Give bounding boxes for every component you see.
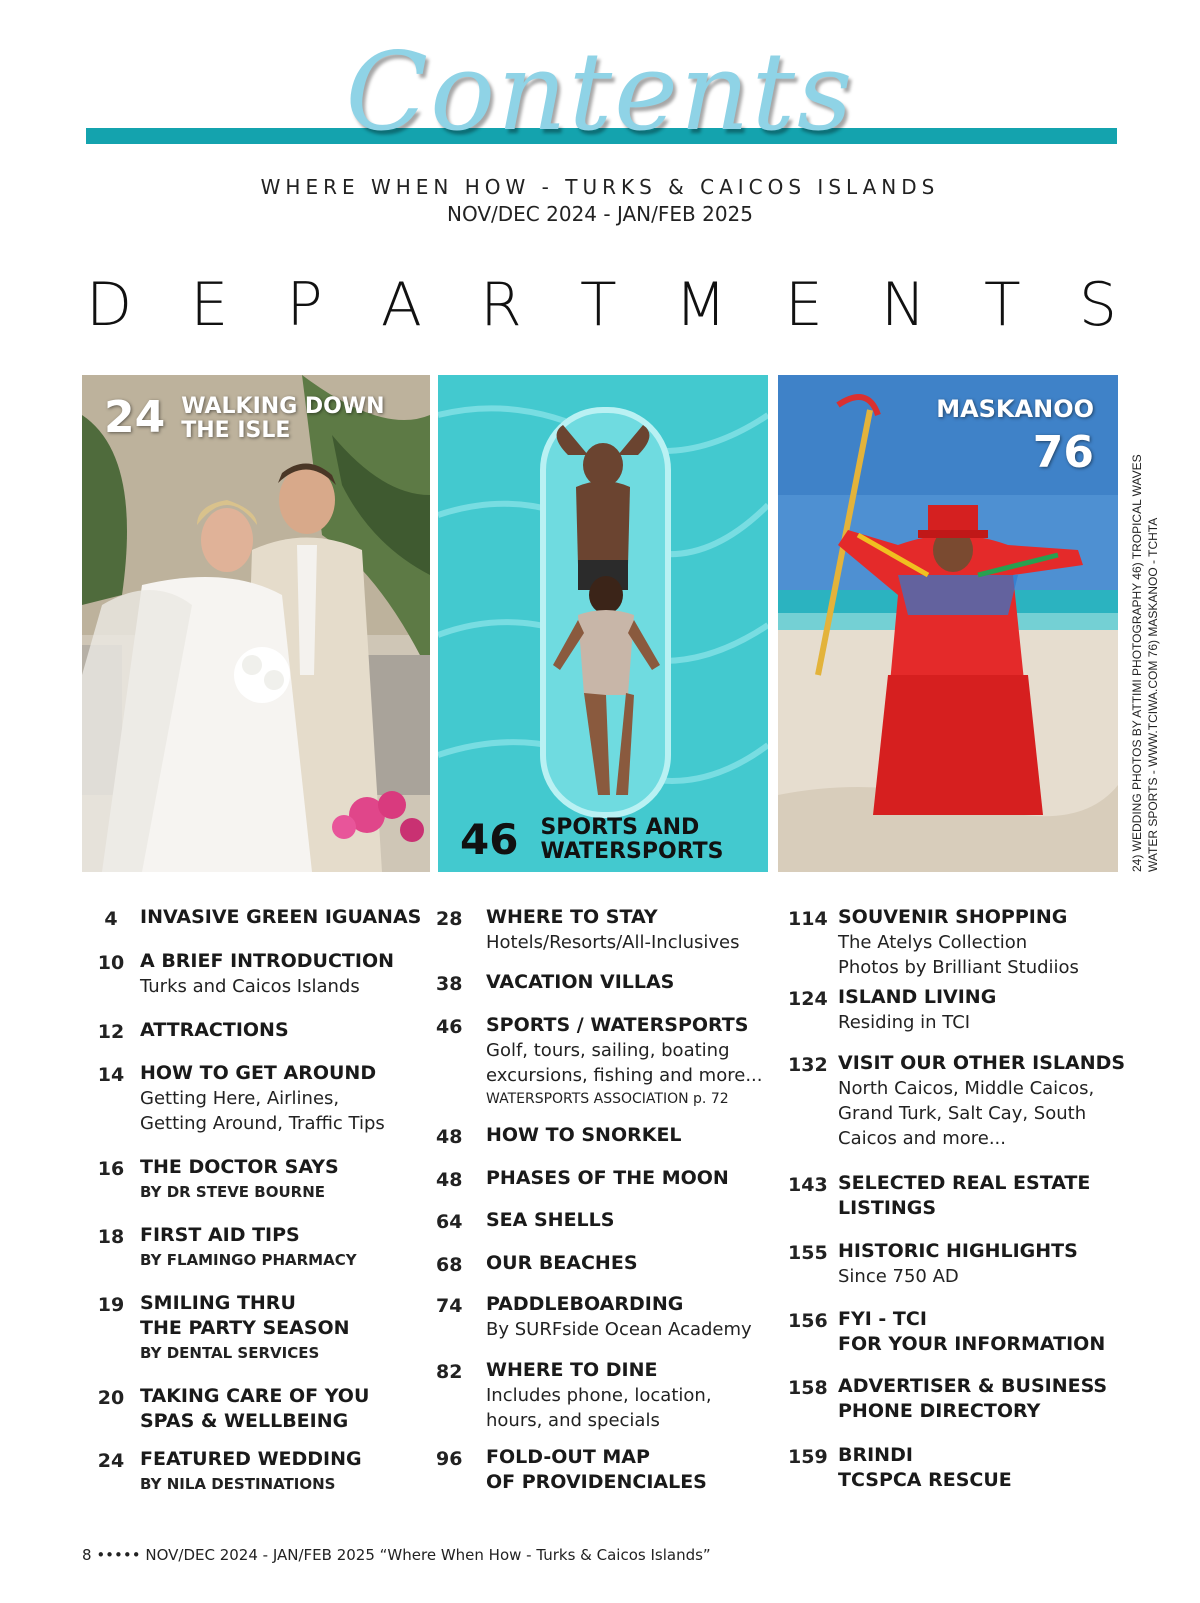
toc-title: SPAS & WELLBEING xyxy=(140,1410,349,1432)
toc-subtitle: Getting Around, Traffic Tips xyxy=(140,1113,385,1134)
page-footer xyxy=(82,1546,711,1564)
toc-title: ADVERTISER & BUSINESS xyxy=(838,1375,1108,1397)
toc-title: HOW TO SNORKEL xyxy=(486,1124,682,1146)
footer-issue: NOV/DEC 2024 - JAN/FEB 2025 xyxy=(145,1546,375,1564)
toc-title: ISLAND LIVING xyxy=(838,986,997,1008)
toc-entry[interactable] xyxy=(82,1155,339,1204)
toc-subtitle: Caicos and more... xyxy=(838,1128,1006,1149)
toc-page-number: 155 xyxy=(788,1242,828,1264)
toc-byline: BY DR STEVE BOURNE xyxy=(140,1183,325,1201)
photo-title-line: WALKING DOWN xyxy=(181,394,385,419)
section-letter: S xyxy=(1078,270,1117,340)
toc-subtitle: Includes phone, location, xyxy=(486,1385,712,1406)
toc-page-number: 74 xyxy=(436,1295,463,1317)
photo-caption xyxy=(104,392,385,443)
photo-title-line: WATERSPORTS xyxy=(540,838,724,864)
toc-title: LISTINGS xyxy=(838,1197,937,1219)
section-letter: A xyxy=(380,270,422,340)
toc-entry[interactable] xyxy=(428,1445,707,1495)
photo-title: MASKANOO xyxy=(936,395,1094,423)
section-letter: T xyxy=(580,270,617,340)
toc-entry[interactable] xyxy=(428,905,740,955)
toc-page-number: 24 xyxy=(97,1450,125,1472)
toc-title: TAKING CARE OF YOU xyxy=(140,1385,370,1407)
toc-page-number: 132 xyxy=(788,1054,828,1076)
toc-title: SOUVENIR SHOPPING xyxy=(838,906,1068,928)
toc-subtitle: Hotels/Resorts/All-Inclusives xyxy=(486,932,740,953)
toc-page-number: 48 xyxy=(436,1169,463,1191)
toc-page-number: 12 xyxy=(97,1021,125,1043)
toc-entry[interactable] xyxy=(428,1251,638,1276)
toc-note: WATERSPORTS ASSOCIATION p. 72 xyxy=(486,1091,729,1107)
toc-entry[interactable] xyxy=(780,1171,1090,1221)
toc-title: A BRIEF INTRODUCTION xyxy=(140,950,395,972)
toc-title: FOR YOUR INFORMATION xyxy=(838,1333,1106,1355)
toc-entry[interactable] xyxy=(780,1443,1012,1493)
toc-title: HISTORIC HIGHLIGHTS xyxy=(838,1240,1078,1262)
toc-byline: BY DENTAL SERVICES xyxy=(140,1344,320,1362)
toc-entry[interactable] xyxy=(82,1018,289,1043)
toc-entry[interactable] xyxy=(82,1223,357,1272)
toc-page-number: 4 xyxy=(104,908,118,930)
toc-page-number: 46 xyxy=(436,1016,463,1038)
toc-page-number: 64 xyxy=(436,1211,463,1233)
toc-subtitle: Turks and Caicos Islands xyxy=(140,976,360,997)
photo-credit-line: WATER SPORTS - WWW.TCIWA.COM 76) MASKANOO - TCHTA xyxy=(1146,517,1160,872)
toc-title: TCSPCA RESCUE xyxy=(838,1469,1012,1491)
toc-subtitle: excursions, fishing and more... xyxy=(486,1065,763,1086)
toc-entry[interactable] xyxy=(780,1051,1125,1151)
toc-entry[interactable] xyxy=(82,1384,369,1434)
section-letter: R xyxy=(480,270,522,340)
photo-page-number: 24 xyxy=(104,392,166,443)
toc-byline: BY FLAMINGO PHARMACY xyxy=(140,1251,357,1269)
toc-entry[interactable] xyxy=(82,1291,350,1365)
toc-page-number: 10 xyxy=(97,952,125,974)
photo-credits xyxy=(1130,454,1160,882)
toc-entry[interactable] xyxy=(780,985,996,1035)
wedding-image xyxy=(82,375,430,872)
toc-title: OUR BEACHES xyxy=(486,1252,638,1274)
toc-page-number: 143 xyxy=(788,1174,828,1196)
photo-title xyxy=(540,816,723,864)
toc-title: PHASES OF THE MOON xyxy=(486,1167,729,1189)
toc-title: SMILING THRU xyxy=(140,1292,296,1314)
toc-entry[interactable] xyxy=(428,970,674,995)
photo-page-number: 46 xyxy=(460,815,519,864)
section-letter: M xyxy=(674,270,727,340)
toc-page-number: 18 xyxy=(97,1226,125,1248)
toc-subtitle: Residing in TCI xyxy=(838,1012,971,1033)
toc-subtitle: hours, and specials xyxy=(486,1410,660,1431)
photo-caption xyxy=(936,395,1094,478)
toc-entry[interactable] xyxy=(780,905,1079,980)
toc-entry[interactable] xyxy=(780,1239,1078,1289)
toc-title: FIRST AID TIPS xyxy=(140,1224,300,1246)
toc-page-number: 16 xyxy=(97,1158,125,1180)
toc-page-number: 38 xyxy=(436,973,463,995)
toc-title: WHERE TO DINE xyxy=(486,1359,658,1381)
toc-page-number: 159 xyxy=(788,1446,828,1468)
toc-entry[interactable] xyxy=(428,1166,729,1191)
toc-subtitle: Photos by Brilliant Studiios xyxy=(838,957,1079,978)
watersports-photo[interactable] xyxy=(438,375,768,872)
toc-page-number: 114 xyxy=(788,908,828,930)
toc-entry[interactable] xyxy=(428,1292,752,1342)
section-letter: T xyxy=(984,270,1021,340)
toc-title: SEA SHELLS xyxy=(486,1209,615,1231)
section-letter: E xyxy=(190,270,229,340)
photo-credit-line: 24) WEDDING PHOTOS BY ATTIMI PHOTOGRAPHY 46) TROPICAL WAVES xyxy=(1130,454,1144,872)
photo-page-number: 76 xyxy=(1032,427,1094,478)
section-letter: D xyxy=(86,270,133,340)
watersports-image xyxy=(438,375,768,872)
maskanoo-photo[interactable] xyxy=(778,375,1118,872)
toc-entry[interactable] xyxy=(780,1374,1107,1424)
toc-title: INVASIVE GREEN IGUANAS xyxy=(140,906,422,928)
wedding-photo[interactable] xyxy=(82,375,430,872)
toc-entry[interactable] xyxy=(428,1358,712,1433)
toc-entry[interactable] xyxy=(428,1123,682,1148)
section-letter: N xyxy=(880,270,926,340)
toc-title: HOW TO GET AROUND xyxy=(140,1062,377,1084)
toc-page-number: 96 xyxy=(436,1448,463,1470)
toc-title: ATTRACTIONS xyxy=(140,1019,289,1041)
section-heading xyxy=(86,270,1117,340)
toc-byline: BY NILA DESTINATIONS xyxy=(140,1475,336,1493)
toc-title: PHONE DIRECTORY xyxy=(838,1400,1041,1422)
toc-entry[interactable] xyxy=(82,1447,362,1496)
toc-title: BRINDI xyxy=(838,1444,913,1466)
toc-entry[interactable] xyxy=(82,1061,385,1136)
photo-title xyxy=(181,395,384,443)
toc-entry[interactable] xyxy=(428,1208,614,1233)
section-letter: E xyxy=(784,270,823,340)
toc-page-number: 156 xyxy=(788,1310,828,1332)
toc-subtitle: Getting Here, Airlines, xyxy=(140,1088,340,1109)
toc-title: VISIT OUR OTHER ISLANDS xyxy=(838,1052,1126,1074)
toc-page-number: 28 xyxy=(436,908,463,930)
toc-page-number: 20 xyxy=(97,1387,125,1409)
toc-entry[interactable] xyxy=(780,1307,1105,1357)
toc-subtitle: North Caicos, Middle Caicos, xyxy=(838,1078,1095,1099)
toc-subtitle: Golf, tours, sailing, boating xyxy=(486,1040,730,1061)
toc-entry[interactable] xyxy=(428,1013,762,1110)
issue-date: NOV/DEC 2024 - JAN/FEB 2025 xyxy=(446,202,753,226)
toc-title: FEATURED WEDDING xyxy=(140,1448,362,1470)
photo-title-line: THE ISLE xyxy=(181,418,291,443)
publication-name: WHERE WHEN HOW - TURKS & CAICOS ISLANDS xyxy=(260,175,940,199)
toc-title: SELECTED REAL ESTATE xyxy=(838,1172,1091,1194)
footer-page-number: 8 xyxy=(82,1546,92,1564)
toc-title: THE DOCTOR SAYS xyxy=(140,1156,339,1178)
toc-page-number: 14 xyxy=(97,1064,125,1086)
photo-caption xyxy=(460,815,724,864)
toc-subtitle: Grand Turk, Salt Cay, South xyxy=(838,1103,1087,1124)
toc-title: FYI - TCI xyxy=(838,1308,927,1330)
toc-title: SPORTS / WATERSPORTS xyxy=(486,1014,749,1036)
footer-dots: ••••• xyxy=(96,1546,141,1564)
toc-page-number: 48 xyxy=(436,1126,463,1148)
toc-page-number: 68 xyxy=(436,1254,463,1276)
toc-page-number: 19 xyxy=(97,1294,125,1316)
toc-title: FOLD-OUT MAP xyxy=(486,1446,650,1468)
toc-title: OF PROVIDENCIALES xyxy=(486,1471,707,1493)
toc-page-number: 82 xyxy=(436,1361,463,1383)
page-title: Contents xyxy=(345,30,855,155)
toc-title: THE PARTY SEASON xyxy=(140,1317,350,1339)
toc-title: WHERE TO STAY xyxy=(486,906,658,928)
toc-title: VACATION VILLAS xyxy=(486,971,675,993)
toc-subtitle: By SURFside Ocean Academy xyxy=(486,1319,752,1340)
toc-page-number: 124 xyxy=(788,988,828,1010)
toc-page-number: 158 xyxy=(788,1377,828,1399)
section-letter: P xyxy=(286,270,323,340)
footer-publication: “Where When How - Turks & Caicos Islands” xyxy=(379,1546,711,1564)
toc-subtitle: The Atelys Collection xyxy=(838,932,1028,953)
toc-entry[interactable] xyxy=(82,905,421,930)
toc-entry[interactable] xyxy=(82,949,394,999)
toc-title: PADDLEBOARDING xyxy=(486,1293,684,1315)
toc-subtitle: Since 750 AD xyxy=(838,1266,959,1287)
photo-title-line: SPORTS AND xyxy=(540,814,700,840)
